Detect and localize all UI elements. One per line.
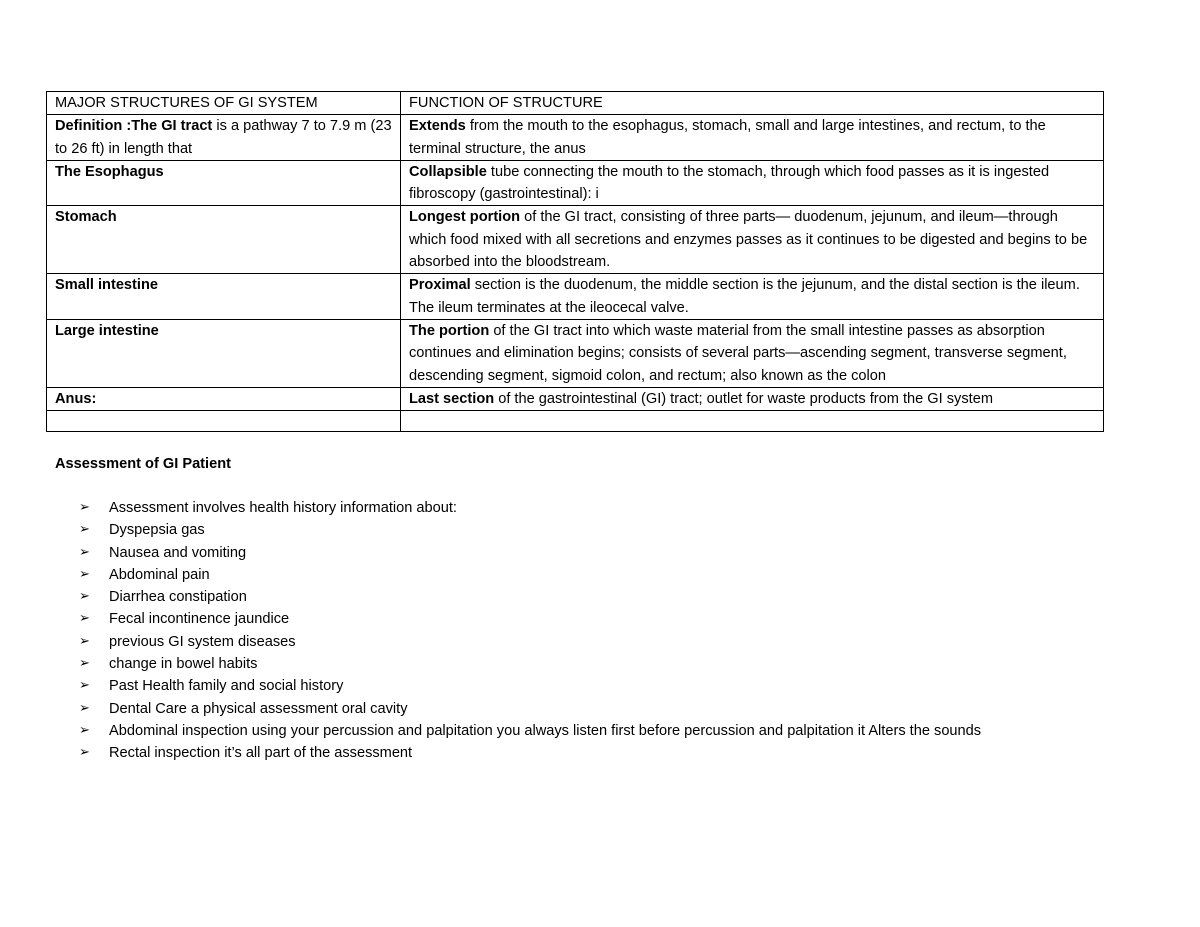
list-item: [79, 698, 1179, 720]
function-text: of the GI tract, consisting of three parts— duodenum, jejunum, and ileum—through which food mixed with all secretions and enzymes passes as it continues to be digested and begins to be absorbed into the bloodstream.: [409, 209, 1088, 271]
list-item: [79, 608, 1179, 630]
arrowhead-bullet-icon: ➢: [79, 745, 90, 761]
function-cell: [401, 115, 1104, 161]
table-row: [47, 387, 1104, 410]
arrowhead-bullet-icon: ➢: [79, 544, 90, 560]
function-bold-text: Proximal: [409, 277, 471, 294]
list-item-text: Fecal incontinence jaundice: [109, 611, 290, 628]
assessment-heading: Assessment of GI Patient: [55, 456, 231, 472]
function-text: from the mouth to the esophagus, stomach, small and large intestines, and rectum, to the terminal structure, the anus: [409, 118, 1046, 157]
function-text: tube connecting the mouth to the stomach, through which food passes as it is ingested fibroscopy (gastrointestinal): i: [409, 163, 1050, 203]
list-item-text: Rectal inspection it’s all part of the assessment: [109, 745, 413, 762]
gi-structures-table: [46, 91, 1104, 432]
function-cell: [401, 387, 1104, 410]
empty-cell: [401, 411, 1104, 432]
structure-bold-text: Stomach: [55, 209, 117, 226]
list-item-text: Diarrhea constipation: [109, 589, 247, 606]
function-bold-text: Extends: [409, 118, 466, 135]
function-bold-text: Collapsible: [409, 163, 487, 180]
table-header-row: [47, 92, 1104, 115]
list-item: [79, 542, 1179, 564]
structure-bold-text: Definition :The GI tract: [55, 118, 213, 135]
list-item: [79, 675, 1179, 697]
structure-cell: [47, 160, 401, 206]
arrowhead-bullet-icon: ➢: [79, 678, 90, 694]
list-item-text: Abdominal inspection using your percussion and palpitation you always listen first before percussion and palpitation it Alters the sounds: [109, 722, 982, 739]
arrowhead-bullet-icon: ➢: [79, 500, 90, 515]
arrowhead-bullet-icon: ➢: [79, 656, 90, 672]
function-text: section is the duodenum, the middle section is the jejunum, and the distal section is the ileum. The ileum terminates at the ileocecal valve.: [409, 277, 1080, 316]
list-item-text: Nausea and vomiting: [109, 544, 247, 561]
assessment-bullet-list: [79, 497, 1179, 765]
function-bold-text: Longest portion: [409, 209, 521, 226]
function-cell: [401, 206, 1104, 274]
arrowhead-bullet-icon: ➢: [79, 589, 90, 605]
function-bold-text: Last section: [409, 390, 495, 407]
structure-cell: [47, 206, 401, 274]
header-cell-function: FUNCTION OF STRUCTURE: [401, 92, 1104, 115]
list-item: [79, 497, 1179, 519]
list-item: [79, 742, 1179, 764]
structure-text: is a pathway 7 to 7.9 m (23 to 26 ft) in length that: [55, 118, 392, 157]
list-item-text: Abdominal pain: [109, 566, 210, 583]
function-cell: [401, 274, 1104, 320]
structure-cell: [47, 319, 401, 387]
function-cell: [401, 319, 1104, 387]
table-row: [47, 160, 1104, 206]
arrowhead-bullet-icon: ➢: [79, 522, 90, 538]
function-text: of the GI tract into which waste material from the small intestine passes as absorption continues and elimination begins; consists of several parts—ascending segment, transverse segment, descending segment, sigmoid colon, and rectum; also known as the colon: [409, 322, 1067, 384]
function-cell: [401, 160, 1104, 206]
table-row: [47, 274, 1104, 320]
table-row: [47, 319, 1104, 387]
list-item-text: Past Health family and social history: [109, 678, 344, 695]
list-item-text: Dental Care a physical assessment oral cavity: [109, 700, 408, 717]
list-item: [79, 720, 1179, 742]
function-text: of the gastrointestinal (GI) tract; outlet for waste products from the GI system: [494, 390, 993, 407]
table-row: [47, 206, 1104, 274]
arrowhead-bullet-icon: ➢: [79, 611, 90, 627]
list-item: [79, 631, 1179, 653]
table-row-empty: [47, 411, 1104, 432]
list-item: [79, 564, 1179, 586]
arrowhead-bullet-icon: ➢: [79, 566, 90, 582]
list-item-text: Assessment involves health history information about:: [109, 500, 457, 516]
list-item-text: change in bowel habits: [109, 656, 258, 673]
structure-cell: [47, 274, 401, 320]
structure-cell: [47, 115, 401, 161]
arrowhead-bullet-icon: ➢: [79, 700, 90, 716]
structure-bold-text: Small intestine: [55, 277, 158, 294]
structure-bold-text: Large intestine: [55, 322, 159, 339]
list-item-text: previous GI system diseases: [109, 633, 296, 650]
empty-cell: [47, 411, 401, 432]
list-item: [79, 653, 1179, 675]
list-item: [79, 519, 1179, 541]
list-item-text: Dyspepsia gas: [109, 522, 205, 539]
structure-cell: [47, 387, 401, 410]
arrowhead-bullet-icon: ➢: [79, 633, 90, 649]
header-cell-structures: MAJOR STRUCTURES OF GI SYSTEM: [47, 92, 401, 115]
structure-bold-text: Anus:: [55, 390, 97, 407]
arrowhead-bullet-icon: ➢: [79, 722, 90, 738]
function-bold-text: The portion: [409, 322, 490, 339]
list-item: [79, 586, 1179, 608]
structure-bold-text: The Esophagus: [55, 163, 164, 180]
table-row: [47, 115, 1104, 161]
